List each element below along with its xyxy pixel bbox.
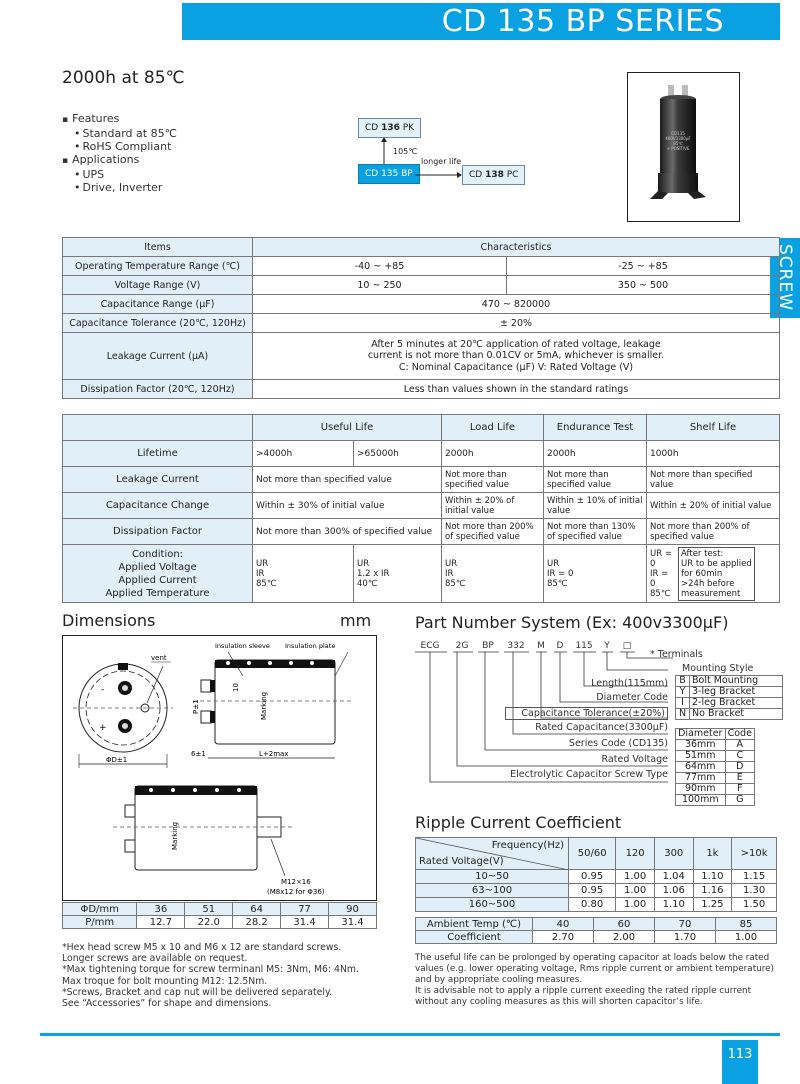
- arrow-right-icon: [457, 172, 462, 178]
- cell: Not more than specified value: [253, 467, 442, 493]
- label-rated-capacitance: Rated Capacitance(3300µF): [535, 722, 668, 733]
- ripple-table: [415, 837, 777, 912]
- cell: UR 1.2 x IR 40℃: [354, 545, 442, 603]
- table-row: 10~50 0.95 1.00 1.04 1.10 1.15: [416, 870, 777, 884]
- cell: 31.4: [329, 916, 377, 929]
- cell: 12.7: [137, 916, 185, 929]
- svg-text:2G: 2G: [455, 641, 469, 651]
- svg-text:85℃: 85℃: [673, 141, 683, 146]
- cell: 2000h: [442, 441, 544, 467]
- table-row: I 2-leg Bracket: [676, 698, 783, 709]
- table-row: 100mm G: [676, 795, 755, 806]
- feature-item: • RoHS Compliant: [62, 140, 177, 153]
- arrow-up-icon: [381, 137, 387, 142]
- side-tab-screw[interactable]: SCREW: [770, 238, 800, 318]
- table-header-row: [63, 238, 780, 257]
- row-label: P/mm: [63, 916, 137, 929]
- label-series-code: Series Code (CD135): [568, 738, 668, 749]
- cell: >4000h: [253, 441, 354, 467]
- cell: UR IR = 0 85℃: [544, 545, 647, 603]
- cell: Within ± 30% of initial value: [253, 493, 442, 519]
- product-photo: [627, 72, 740, 222]
- application-item: • Drive, Inverter: [62, 181, 177, 194]
- svg-text:+ POSITIVE: + POSITIVE: [666, 146, 690, 151]
- svg-text:Marking: Marking: [171, 821, 179, 850]
- table-row: 51mm C: [676, 751, 755, 762]
- cell: Less than values shown in the standard ratings: [253, 380, 780, 399]
- svg-text:M: M: [537, 641, 545, 651]
- cell: 350 ~ 500: [507, 276, 780, 295]
- table-row: [63, 257, 780, 276]
- ripple-title: Ripple Current Coefficient: [415, 813, 622, 832]
- table-row: B Bolt Mounting: [676, 676, 783, 687]
- svg-text:ECG: ECG: [420, 641, 440, 651]
- cell: 36: [137, 903, 185, 916]
- cell: Within ± 10% of initial value: [544, 493, 647, 519]
- ambient-temp-table: [415, 917, 777, 944]
- table-row: [63, 493, 780, 519]
- cell: UR IR 85℃: [442, 545, 544, 603]
- freq-header: 50/60: [569, 838, 616, 870]
- svg-text:CD135: CD135: [671, 131, 685, 136]
- cell: Not more than 200% of specified value: [442, 519, 544, 545]
- table-row: [63, 380, 780, 399]
- label-length: Length(115mm): [591, 678, 668, 689]
- header-blank: [63, 415, 253, 441]
- cell: Within ± 20% of initial value: [647, 493, 780, 519]
- series-title: CD 135 BP SERIES: [182, 3, 780, 40]
- row-label: Capacitance Tolerance (20℃, 120Hz): [63, 314, 253, 333]
- cell: ± 20%: [253, 314, 780, 333]
- freq-header: 120: [616, 838, 655, 870]
- table-row: [63, 916, 377, 929]
- label-screw-type: Electrolytic Capacitor Screw Type: [510, 769, 668, 780]
- label-rated-voltage: Rated Voltage: [601, 754, 668, 765]
- row-label: Capacitance Range (µF): [63, 295, 253, 314]
- row-label: Operating Temperature Range (℃): [63, 257, 253, 276]
- table-row: [63, 519, 780, 545]
- table-header-row: Diameter Code: [676, 729, 755, 740]
- life-table: [62, 414, 780, 603]
- svg-text:400V3300µF: 400V3300µF: [665, 136, 691, 141]
- svg-text:Insulation plate: Insulation plate: [285, 642, 336, 650]
- cell: Not more than 300% of specified value: [253, 519, 442, 545]
- svg-text:D: D: [556, 641, 564, 651]
- label-capacitance-tolerance: Capacitance Tolerance(±20%): [505, 707, 668, 720]
- cell: 28.2: [233, 916, 281, 929]
- row-label: Leakage Current: [63, 467, 253, 493]
- svg-text:115: 115: [575, 641, 593, 651]
- row-label: Dissipation Factor (20℃, 120Hz): [63, 380, 253, 399]
- table-row: [63, 903, 377, 916]
- table-row: Coefficient 2.70 2.00 1.70 1.00: [416, 931, 777, 944]
- svg-text:10: 10: [232, 683, 240, 692]
- mounting-style-title: Mounting Style: [682, 663, 754, 674]
- cell: -25 ~ +85: [507, 257, 780, 276]
- application-item: • UPS: [62, 168, 177, 181]
- terminals-label: * Terminals: [650, 649, 703, 660]
- footer-divider: [40, 1033, 780, 1036]
- table-header-row: [63, 415, 780, 441]
- cell: 90: [329, 903, 377, 916]
- feature-item: • Standard at 85℃: [62, 127, 177, 140]
- capacitor-image: [628, 73, 739, 221]
- table-header-row: [416, 838, 777, 870]
- page-number: 113: [722, 1040, 758, 1084]
- table-row: [63, 314, 780, 333]
- row-label: Capacitance Change: [63, 493, 253, 519]
- dimensions-drawing: [62, 635, 377, 901]
- cell: Within ± 20% of initial value: [442, 493, 544, 519]
- feature-list: [62, 112, 177, 194]
- svg-text:M12×16: M12×16: [281, 878, 311, 886]
- svg-text:L+2max: L+2max: [259, 750, 289, 758]
- table-row: Y 3-leg Bracket: [676, 687, 783, 698]
- table-row: [63, 467, 780, 493]
- cell: 10 ~ 250: [253, 276, 507, 295]
- cell: 77: [281, 903, 329, 916]
- table-row: Ambient Temp (℃) 40 60 70 85: [416, 918, 777, 931]
- svg-text:Marking: Marking: [260, 691, 268, 720]
- cell: 2000h: [544, 441, 647, 467]
- cell: Not more than 130% of specified value: [544, 519, 647, 545]
- diameter-code-table: [675, 728, 755, 806]
- cell: -40 ~ +85: [253, 257, 507, 276]
- series-box-cd138pc: CD 138 PC: [462, 165, 525, 185]
- header-shelf-life: Shelf Life: [647, 415, 780, 441]
- row-label: Leakage Current (µA): [63, 333, 253, 380]
- svg-text:332: 332: [507, 641, 525, 651]
- diameter-pitch-table: [62, 902, 377, 929]
- cell: 64: [233, 903, 281, 916]
- cell: Not more than specified value: [647, 467, 780, 493]
- text-line: C: Nominal Capacitance (µF) V: Rated Voltage (V): [398, 361, 634, 373]
- header-endurance-test: Endurance Test: [544, 415, 647, 441]
- table-row: N No Bracket: [676, 709, 783, 720]
- row-label: Dissipation Factor: [63, 519, 253, 545]
- table-row: 160~500 0.80 1.00 1.10 1.25 1.50: [416, 898, 777, 912]
- svg-text:P±1: P±1: [192, 699, 200, 714]
- header-load-life: Load Life: [442, 415, 544, 441]
- series-box-cd135bp: CD 135 BP: [358, 164, 420, 184]
- svg-text:Insulation sleeve: Insulation sleeve: [215, 642, 270, 650]
- cell: 51: [185, 903, 233, 916]
- text-line: current is not more than 0.01CV or 5mA, whichever is smaller.: [367, 350, 665, 362]
- svg-text:ΦD±1: ΦD±1: [106, 756, 128, 764]
- cell: Not more than 200% of specified value: [647, 519, 780, 545]
- table-row: [63, 441, 780, 467]
- cell: 31.4: [281, 916, 329, 929]
- table-row-condition: [63, 545, 780, 603]
- series-box-cd136pk: CD 136 PK: [358, 118, 421, 138]
- dimension-notes: *Hex head screw M5 x 10 and M6 x 12 are standard screws. Longer screws are available on request. *Max tightening torque for screw terminanl M5: 3Nm, M6: 4Nm. Max troque for bolt mounting M12: 12.5Nm. *Screws, Bracket and cap nut will be delivered separately. See “Accessories” for shape and dimensions.: [62, 942, 359, 1010]
- row-label: ΦD/mm: [63, 903, 137, 916]
- table-row: [63, 333, 780, 380]
- cell: [253, 333, 780, 380]
- svg-text:Y: Y: [604, 641, 610, 651]
- row-label: Lifetime: [63, 441, 253, 467]
- features-label: ▪ Features: [62, 112, 177, 127]
- freq-header: 300: [654, 838, 693, 870]
- header-useful-life: Useful Life: [253, 415, 442, 441]
- cell: 470 ~ 820000: [253, 295, 780, 314]
- row-label: Condition: Applied Voltage Applied Current Applied Temperature: [63, 545, 253, 603]
- cell: >65000h: [354, 441, 442, 467]
- cell: Not more than specified value: [544, 467, 647, 493]
- subtitle: 2000h at 85℃: [62, 68, 185, 88]
- cell: UR IR 85℃: [253, 545, 354, 603]
- table-row: [63, 295, 780, 314]
- freq-header: 1k: [693, 838, 732, 870]
- freq-header: >10k: [732, 838, 777, 870]
- characteristics-table: [62, 237, 780, 399]
- svg-text:6±1: 6±1: [191, 750, 206, 758]
- drawing-svg: [63, 636, 375, 899]
- header-items: Items: [63, 238, 253, 257]
- cell: 22.0: [185, 916, 233, 929]
- ripple-notes: The useful life can be prolonged by operating capacitor at loads below the rated values (e.g. lower operating voltage, Rms ripple current or ambient temperature) and by appropriate cooling measures. It is advisable not to apply a ripple current exeeding the rated ripple current without any cooling measures as this will shorten capacitor’s life.: [415, 953, 774, 1007]
- row-label: Voltage Range (V): [63, 276, 253, 295]
- cell: Not more than specified value: [442, 467, 544, 493]
- label-105c: 105℃: [393, 147, 418, 156]
- applications-label: ▪ Applications: [62, 153, 177, 168]
- table-row: [63, 276, 780, 295]
- dimensions-unit: mm: [340, 611, 372, 630]
- shelf-note: After test: UR to be applied for 60min >24h before measurement: [678, 547, 755, 601]
- cell: 1000h: [647, 441, 780, 467]
- text-line: After 5 minutes at 20℃ application of rated voltage, leakage: [371, 338, 661, 350]
- svg-text:□: □: [622, 641, 632, 651]
- table-row: 90mm F: [676, 784, 755, 795]
- corner-cell: Frequency(Hz) Rated Voltage(V): [416, 838, 569, 870]
- table-row: 77mm E: [676, 773, 755, 784]
- table-row: 36mm A: [676, 740, 755, 751]
- header-characteristics: Characteristics: [253, 238, 780, 257]
- svg-text:+: +: [99, 723, 107, 733]
- label-diameter-code: Diameter Code: [596, 692, 668, 703]
- label-longer-life: longer life: [421, 157, 462, 166]
- table-row: 64mm D: [676, 762, 755, 773]
- dimensions-title: Dimensions: [62, 611, 156, 630]
- cell: UR = 0 IR = 0 85℃ After test: UR to be applied for 60min >24h before measurement: [647, 545, 780, 603]
- svg-text:BP: BP: [482, 641, 494, 651]
- part-number-title: Part Number System (Ex: 400v3300µF): [415, 613, 729, 632]
- mounting-style-table: [675, 675, 783, 720]
- table-row: 63~100 0.95 1.00 1.06 1.16 1.30: [416, 884, 777, 898]
- svg-text:(M8x12 for Φ36): (M8x12 for Φ36): [267, 888, 325, 896]
- svg-text:-: -: [101, 685, 105, 695]
- svg-text:vent: vent: [151, 654, 167, 662]
